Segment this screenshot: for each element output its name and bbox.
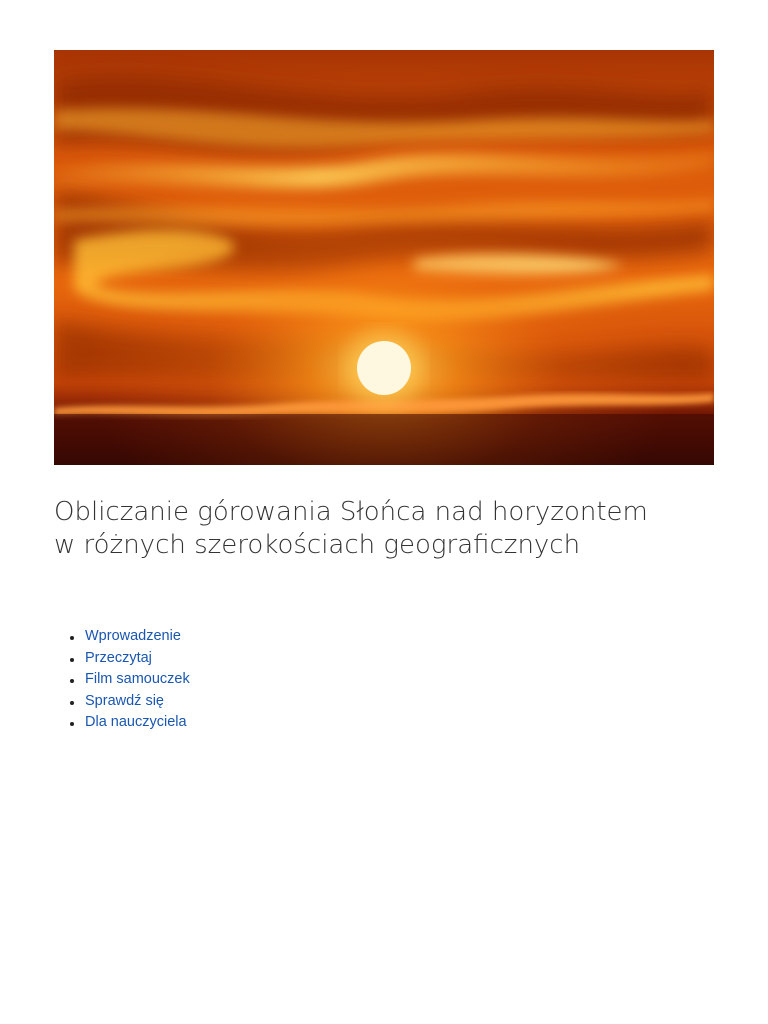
toc-link-wprowadzenie[interactable]: Wprowadzenie [85, 628, 181, 644]
toc-link-dla-nauczyciela[interactable]: Dla nauczyciela [85, 714, 187, 731]
toc-item-przeczytaj [85, 648, 190, 670]
toc-item-dla-nauczyciela [85, 712, 190, 734]
toc-item-wprowadzenie [85, 626, 190, 648]
page-title-line-2: w różnych szerokościach geograficznych [54, 530, 581, 560]
toc-link-sprawdz-sie[interactable]: Sprawdź się [85, 692, 164, 709]
toc-item-sprawdz-sie [85, 691, 190, 713]
toc-link-film-samouczek[interactable]: Film samouczek [85, 671, 190, 688]
table-of-contents [54, 626, 190, 734]
hero-image [54, 50, 714, 465]
sunset-image-icon [54, 50, 714, 465]
page-title-line-1: Obliczanie górowania Słońca nad horyzontem [54, 497, 648, 527]
page-title [54, 496, 714, 562]
toc-link-przeczytaj[interactable]: Przeczytaj [85, 649, 152, 666]
toc-item-film-samouczek [85, 669, 190, 691]
